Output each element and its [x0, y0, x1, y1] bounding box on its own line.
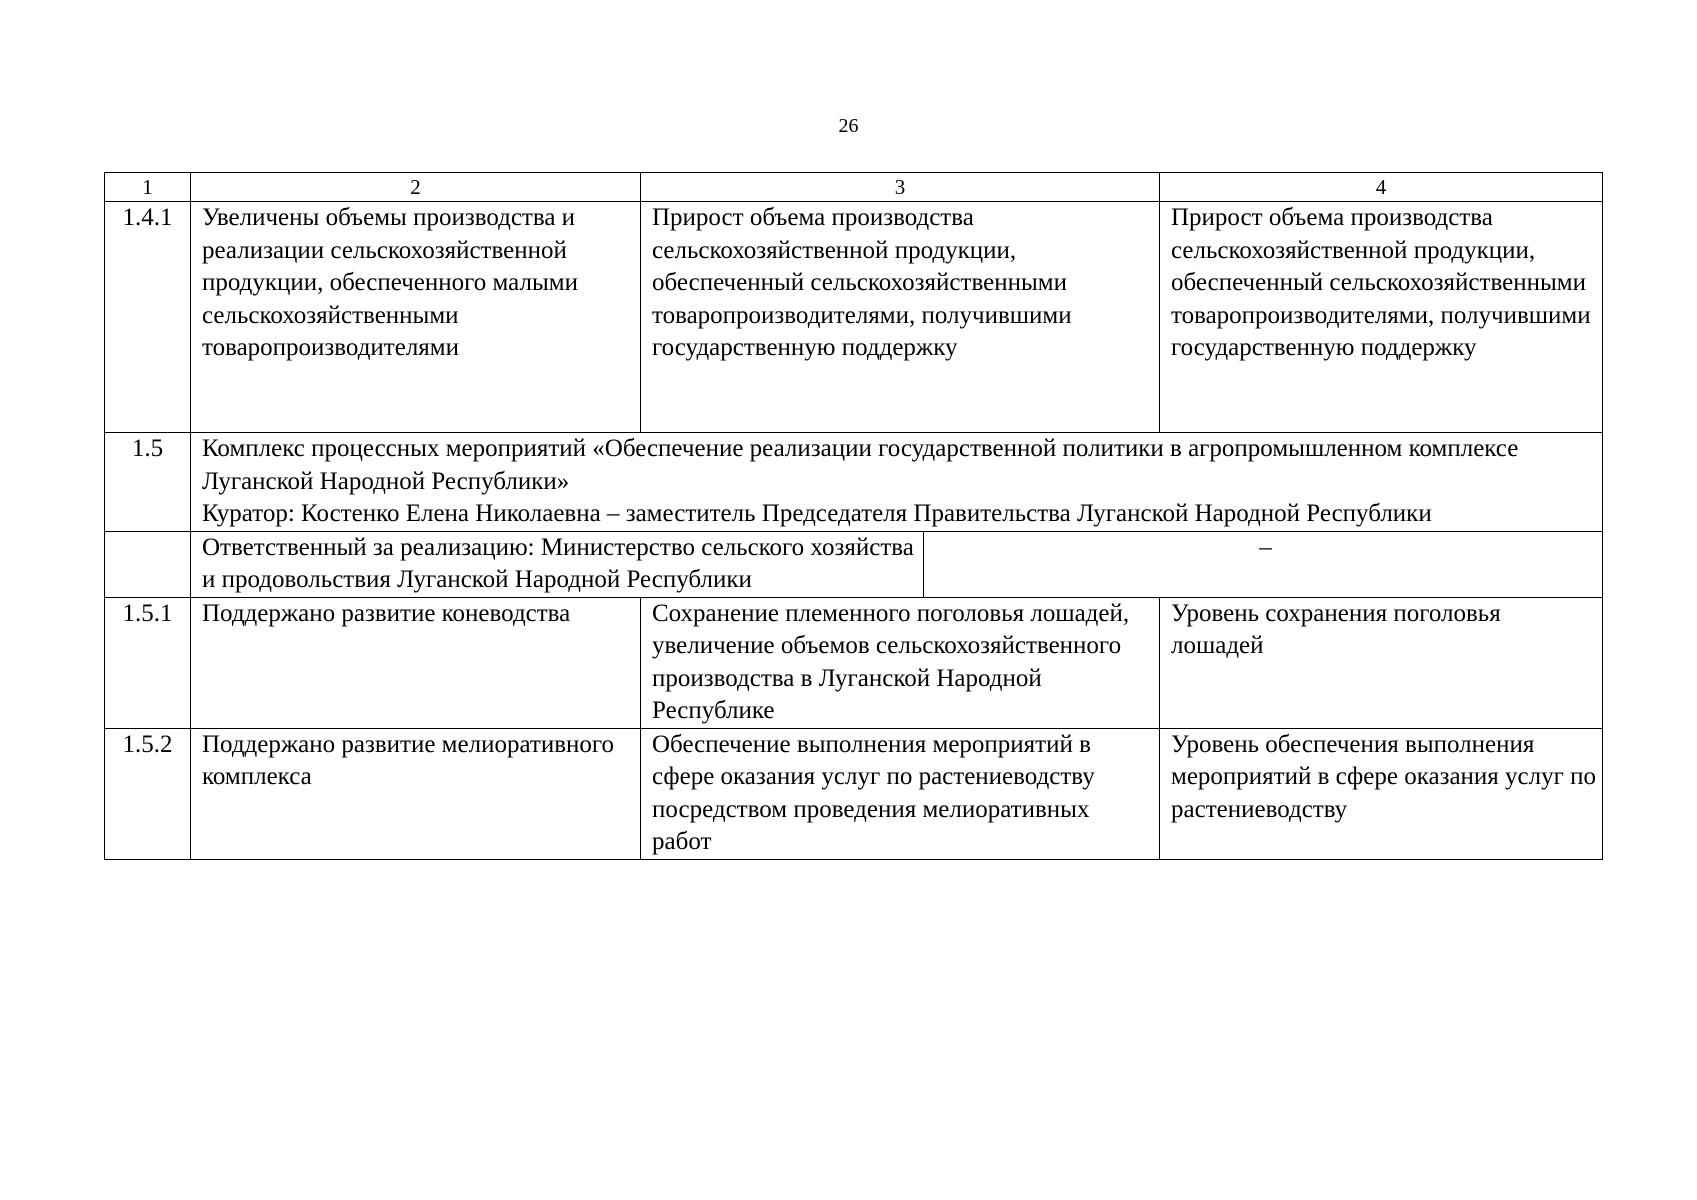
responsible-row: [105, 531, 1603, 597]
table-header-row: [105, 173, 1603, 202]
table-row: [105, 202, 1603, 433]
description-cell: Прирост объема производства сельскохозяйственной продукции, обеспеченный сельскохозяйственными товаропроизводителями, получившими государственную поддержку: [641, 202, 1160, 433]
responsible-cell: Ответственный за реализацию: Министерство сельского хозяйства и продовольствия Луганской Народной Республики: [191, 531, 924, 597]
responsible-other-cell: –: [924, 531, 1603, 597]
complex-number: 1.5: [105, 433, 191, 532]
indicator-cell: Уровень сохранения поголовья лошадей: [1160, 597, 1603, 728]
table-row: [105, 597, 1603, 728]
page-number: 26: [838, 115, 859, 137]
indicator-cell: Прирост объема производства сельскохозяйственной продукции, обеспеченный сельскохозяйственными товаропроизводителями, получившими государственную поддержку: [1160, 202, 1603, 433]
task-cell: Увеличены объемы производства и реализации сельскохозяйственной продукции, обеспеченного малыми сельскохозяйственными товаропроизводителями: [191, 202, 641, 433]
table-row: [105, 728, 1603, 859]
complex-curator: Куратор: Костенко Елена Николаевна – заместитель Председателя Правительства Луганской Народной Республики: [202, 500, 1432, 527]
task-cell: Поддержано развитие коневодства: [191, 597, 641, 728]
row-number: 1.5.2: [105, 728, 191, 859]
complex-row: [105, 433, 1603, 532]
header-col-2: 2: [191, 173, 641, 202]
empty-number-cell: [105, 531, 191, 597]
row-number: 1.5.1: [105, 597, 191, 728]
indicator-cell: Уровень обеспечения выполнения мероприятий в сфере оказания услуг по растениеводству: [1160, 728, 1603, 859]
task-cell: Поддержано развитие мелиоративного комплекса: [191, 728, 641, 859]
header-col-3: 3: [641, 173, 1160, 202]
header-col-1: 1: [105, 173, 191, 202]
row-number: 1.4.1: [105, 202, 191, 433]
complex-title: Комплекс процессных мероприятий «Обеспечение реализации государственной политики в агропромышленном комплексе Луганской Народной Республики»: [202, 435, 1519, 495]
description-cell: Обеспечение выполнения мероприятий в сфере оказания услуг по растениеводству посредством проведения мелиоративных работ: [641, 728, 1160, 859]
complex-cell: [191, 433, 1603, 532]
header-col-4: 4: [1160, 173, 1603, 202]
activities-table: [104, 172, 1603, 860]
description-cell: Сохранение племенного поголовья лошадей, увеличение объемов сельскохозяйственного производства в Луганской Народной Республике: [641, 597, 1160, 728]
